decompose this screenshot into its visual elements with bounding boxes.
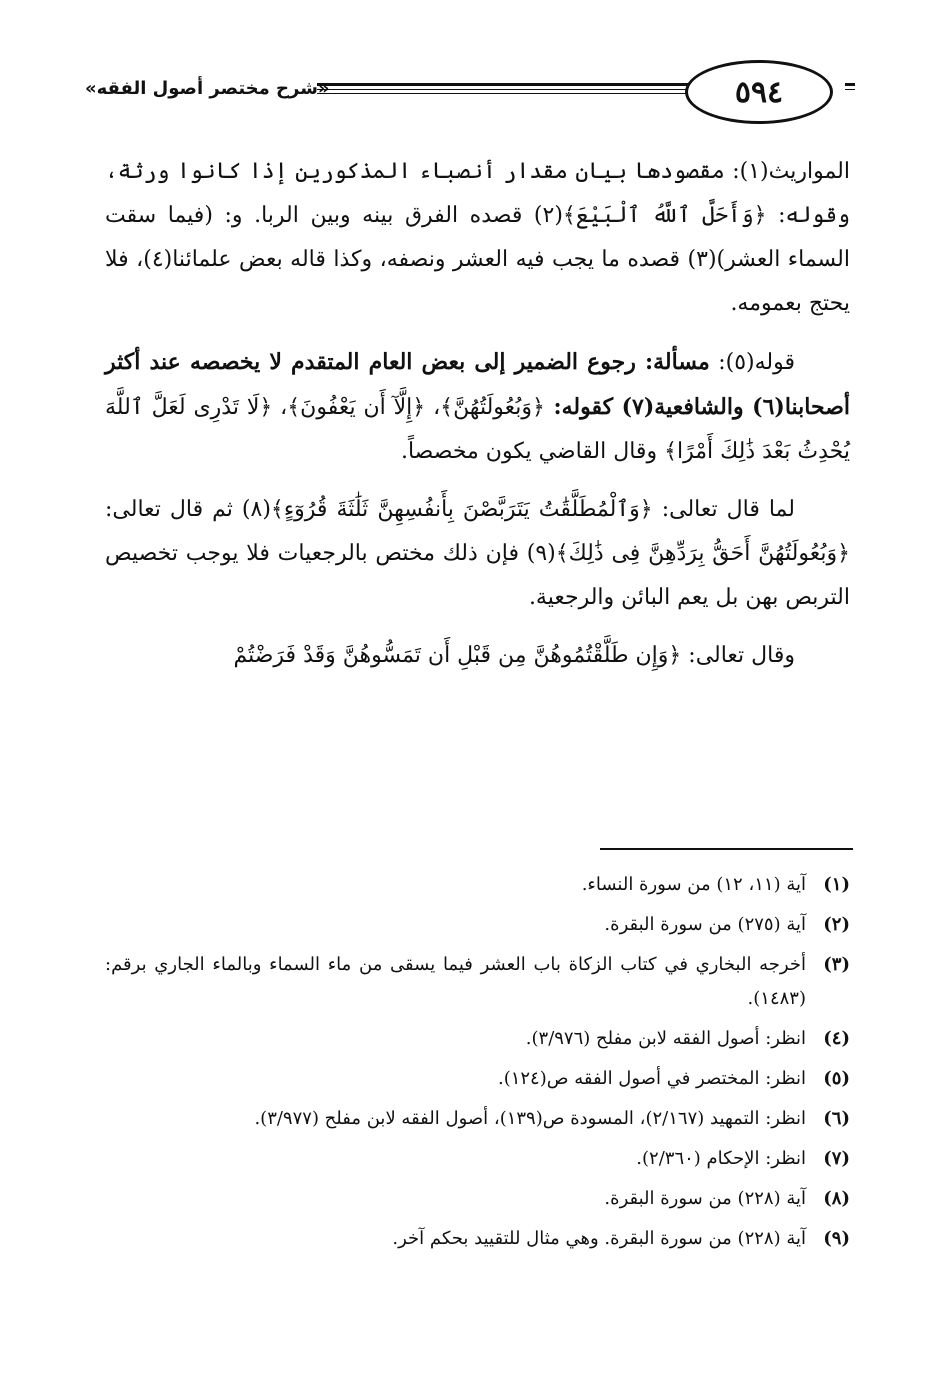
footnote-text: آية (١١، ١٢) من سورة النساء.	[581, 874, 806, 895]
footnote-separator	[600, 848, 853, 850]
footnote-text: أخرجه البخاري في كتاب الزكاة باب العشر فيما يسقى من ماء السماء وبالماء الجاري برقم: (١٤٨٣).	[105, 954, 806, 1009]
footnote-text: انظر: المختصر في أصول الفقه ص(١٢٤).	[497, 1068, 806, 1089]
footnote-number: (٨)	[823, 1188, 850, 1209]
footnote-text: آية (٢٢٨) من سورة البقرة. وهي مثال للتقييد بحكم آخر.	[392, 1228, 806, 1249]
footnote	[105, 908, 850, 942]
issue-examples: ﴿وَبُعُولَتُهُنَّ﴾، ﴿إِلَّآ أَن يَعْفُونَ﴾، ﴿لَا تَدْرِى لَعَلَّ ٱللَّهَ يُحْدِثُ بَعْدَ ذَٰلِكَ أَمْرًا﴾ وقال القاضي يكون مخصصاً.	[105, 395, 850, 464]
footnote	[105, 1062, 850, 1096]
footnote-number: (٣)	[823, 954, 850, 975]
footnote-number: (٩)	[823, 1228, 850, 1249]
paragraph: المواريث(١): مقصودها بيان مقدار أنصباء المذكورين إذا كانوا ورثة، وقوله: ﴿وَأَحَلَّ ٱللَّهُ ٱلْبَيْعَ﴾(٢) قصده الفرق بينه وبين الربا. و: (فيما سقت السماء العشر)(٣) قصده ما يجب فيه العشر ونصفه، وكذا قاله بعض علمائنا(٤)، فلا يحتج بعمومه.	[105, 159, 851, 316]
issue-lead: قوله(٥):	[709, 350, 795, 375]
page-header	[85, 58, 855, 128]
running-title: «شرح مختصر أصول الفقه»	[85, 78, 330, 99]
footnote-text: انظر: أصول الفقه لابن مفلح (٣/٩٧٦).	[525, 1028, 806, 1049]
footnote-text: انظر: التمهيد (٢/١٦٧)، المسودة ص(١٣٩)، أصول الفقه لابن مفلح (٣/٩٧٧).	[254, 1108, 806, 1129]
footnote-number: (١)	[823, 874, 850, 895]
footnote	[105, 1182, 850, 1216]
footnote-text: آية (٢٢٨) من سورة البقرة.	[604, 1188, 806, 1209]
footnote-number: (٤)	[823, 1028, 850, 1049]
header-rule-right	[845, 83, 855, 90]
paragraph-issue	[105, 340, 850, 474]
footnote-number: (٧)	[823, 1148, 850, 1169]
footnote-number: (٢)	[823, 914, 850, 935]
footnotes	[105, 868, 850, 1262]
paragraph: لما قال تعالى: ﴿وَٱلْمُطَلَّقَٰتُ يَتَرَبَّصْنَ بِأَنفُسِهِنَّ ثَلَٰثَةَ قُرُوٓءٍ﴾(٨) ثم قال تعالى: ﴿وَبُعُولَتُهُنَّ أَحَقُّ بِرَدِّهِنَّ فِى ذَٰلِكَ﴾(٩) فإن ذلك مختص بالرجعيات فلا يوجب تخصيص التربص بهن بل يعم البائن والرجعية.	[105, 497, 850, 610]
footnote	[105, 948, 850, 1016]
footnote	[105, 1102, 850, 1136]
footnote-text: آية (٢٧٥) من سورة البقرة.	[604, 914, 806, 935]
page-number: ٥٩٤	[685, 60, 833, 124]
paragraph: وقال تعالى: ﴿وَإِن طَلَّقْتُمُوهُنَّ مِن قَبْلِ أَن تَمَسُّوهُنَّ وَقَدْ فَرَضْتُمْ	[233, 643, 795, 668]
footnote-text: انظر: الإحكام (٢/٣٦٠).	[636, 1148, 806, 1169]
issue-heading: مسألة: رجوع الضمير إلى بعض العام المتقدم لا يخصصه عند أكثر أصحابنا(٦) والشافعية(٧) كقوله:	[105, 349, 850, 420]
footnote	[105, 1222, 850, 1256]
footnote-number: (٥)	[823, 1068, 850, 1089]
footnote-number: (٦)	[823, 1108, 850, 1129]
footnote	[105, 868, 850, 902]
footnote	[105, 1142, 850, 1176]
main-text	[105, 150, 850, 692]
footnote	[105, 1022, 850, 1056]
